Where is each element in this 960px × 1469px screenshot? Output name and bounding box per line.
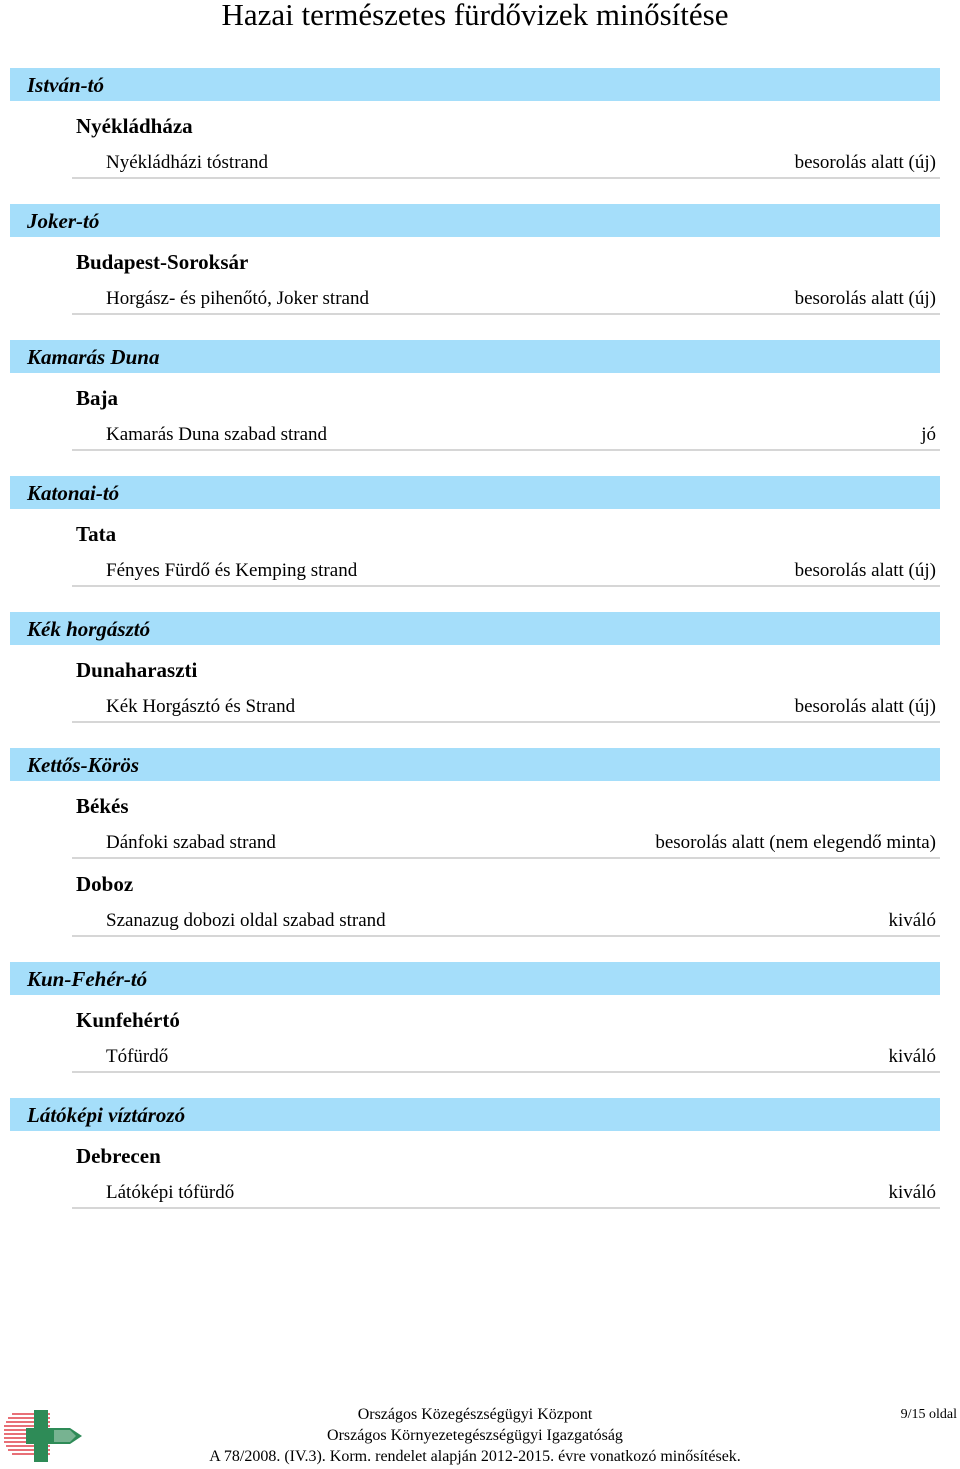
beach-rating: kiváló [888, 1046, 936, 1067]
city-name: Kunfehértó [76, 1008, 180, 1032]
beach-row [72, 1042, 940, 1073]
beach-rating: besorolás alatt (új) [794, 560, 936, 581]
lake-header: Kamarás Duna [10, 340, 940, 373]
city-name: Baja [76, 386, 118, 410]
city-name: Békés [76, 794, 129, 818]
lake-header: Kék horgásztó [10, 612, 940, 645]
beach-name: Dánfoki szabad strand [106, 832, 276, 853]
beach-row [72, 828, 940, 859]
beach-row [72, 906, 940, 937]
footer-legal-note: A 78/2008. (IV.3). Korm. rendelet alapján 2012-2015. évre vonatkozó minősítések. [209, 1448, 741, 1465]
city-name: Doboz [76, 872, 134, 896]
beach-name: Tófürdő [106, 1046, 169, 1067]
beach-row [72, 1178, 940, 1209]
beach-name: Kék Horgásztó és Strand [106, 696, 296, 717]
city-name: Nyékládháza [76, 114, 193, 138]
beach-name: Látóképi tófürdő [106, 1182, 235, 1203]
beach-rating: besorolás alatt (nem elegendő minta) [655, 832, 936, 853]
city-name: Budapest-Soroksár [76, 250, 249, 274]
lake-header: Kettős-Körös [10, 748, 940, 781]
footer-org-2: Országos Környezetegészségügyi Igazgatóság [327, 1427, 623, 1444]
lake-header: Katonai-tó [10, 476, 940, 509]
beach-rating: kiváló [888, 1182, 936, 1203]
beach-name: Fényes Fürdő és Kemping strand [106, 560, 358, 581]
city-name: Debrecen [76, 1144, 161, 1168]
page-number: 9/15 oldal [900, 1407, 957, 1422]
beach-name: Kamarás Duna szabad strand [106, 424, 328, 445]
beach-row [72, 284, 940, 315]
lake-header: Joker-tó [10, 204, 940, 237]
lake-header: Kun-Fehér-tó [10, 962, 940, 995]
beach-row [72, 148, 940, 179]
beach-rating: besorolás alatt (új) [794, 696, 936, 717]
beach-rating: besorolás alatt (új) [794, 152, 936, 173]
lake-header: István-tó [10, 68, 940, 101]
bathing-water-list [0, 68, 960, 1234]
beach-row [72, 556, 940, 587]
beach-row [72, 692, 940, 723]
city-name: Dunaharaszti [76, 658, 198, 682]
beach-row [72, 420, 940, 451]
beach-name: Horgász- és pihenőtó, Joker strand [106, 288, 369, 309]
footer-org-1: Országos Közegészségügyi Központ [357, 1406, 593, 1423]
beach-rating: kiváló [888, 910, 936, 931]
beach-rating: jó [921, 424, 936, 445]
city-name: Tata [76, 522, 117, 546]
beach-name: Nyékládházi tóstrand [106, 152, 268, 173]
page-title: Hazai természetes fürdővizek minősítése [221, 0, 729, 32]
beach-rating: besorolás alatt (új) [794, 288, 936, 309]
lake-header: Látóképi víztározó [10, 1098, 940, 1131]
beach-name: Szanazug dobozi oldal szabad strand [106, 910, 386, 931]
